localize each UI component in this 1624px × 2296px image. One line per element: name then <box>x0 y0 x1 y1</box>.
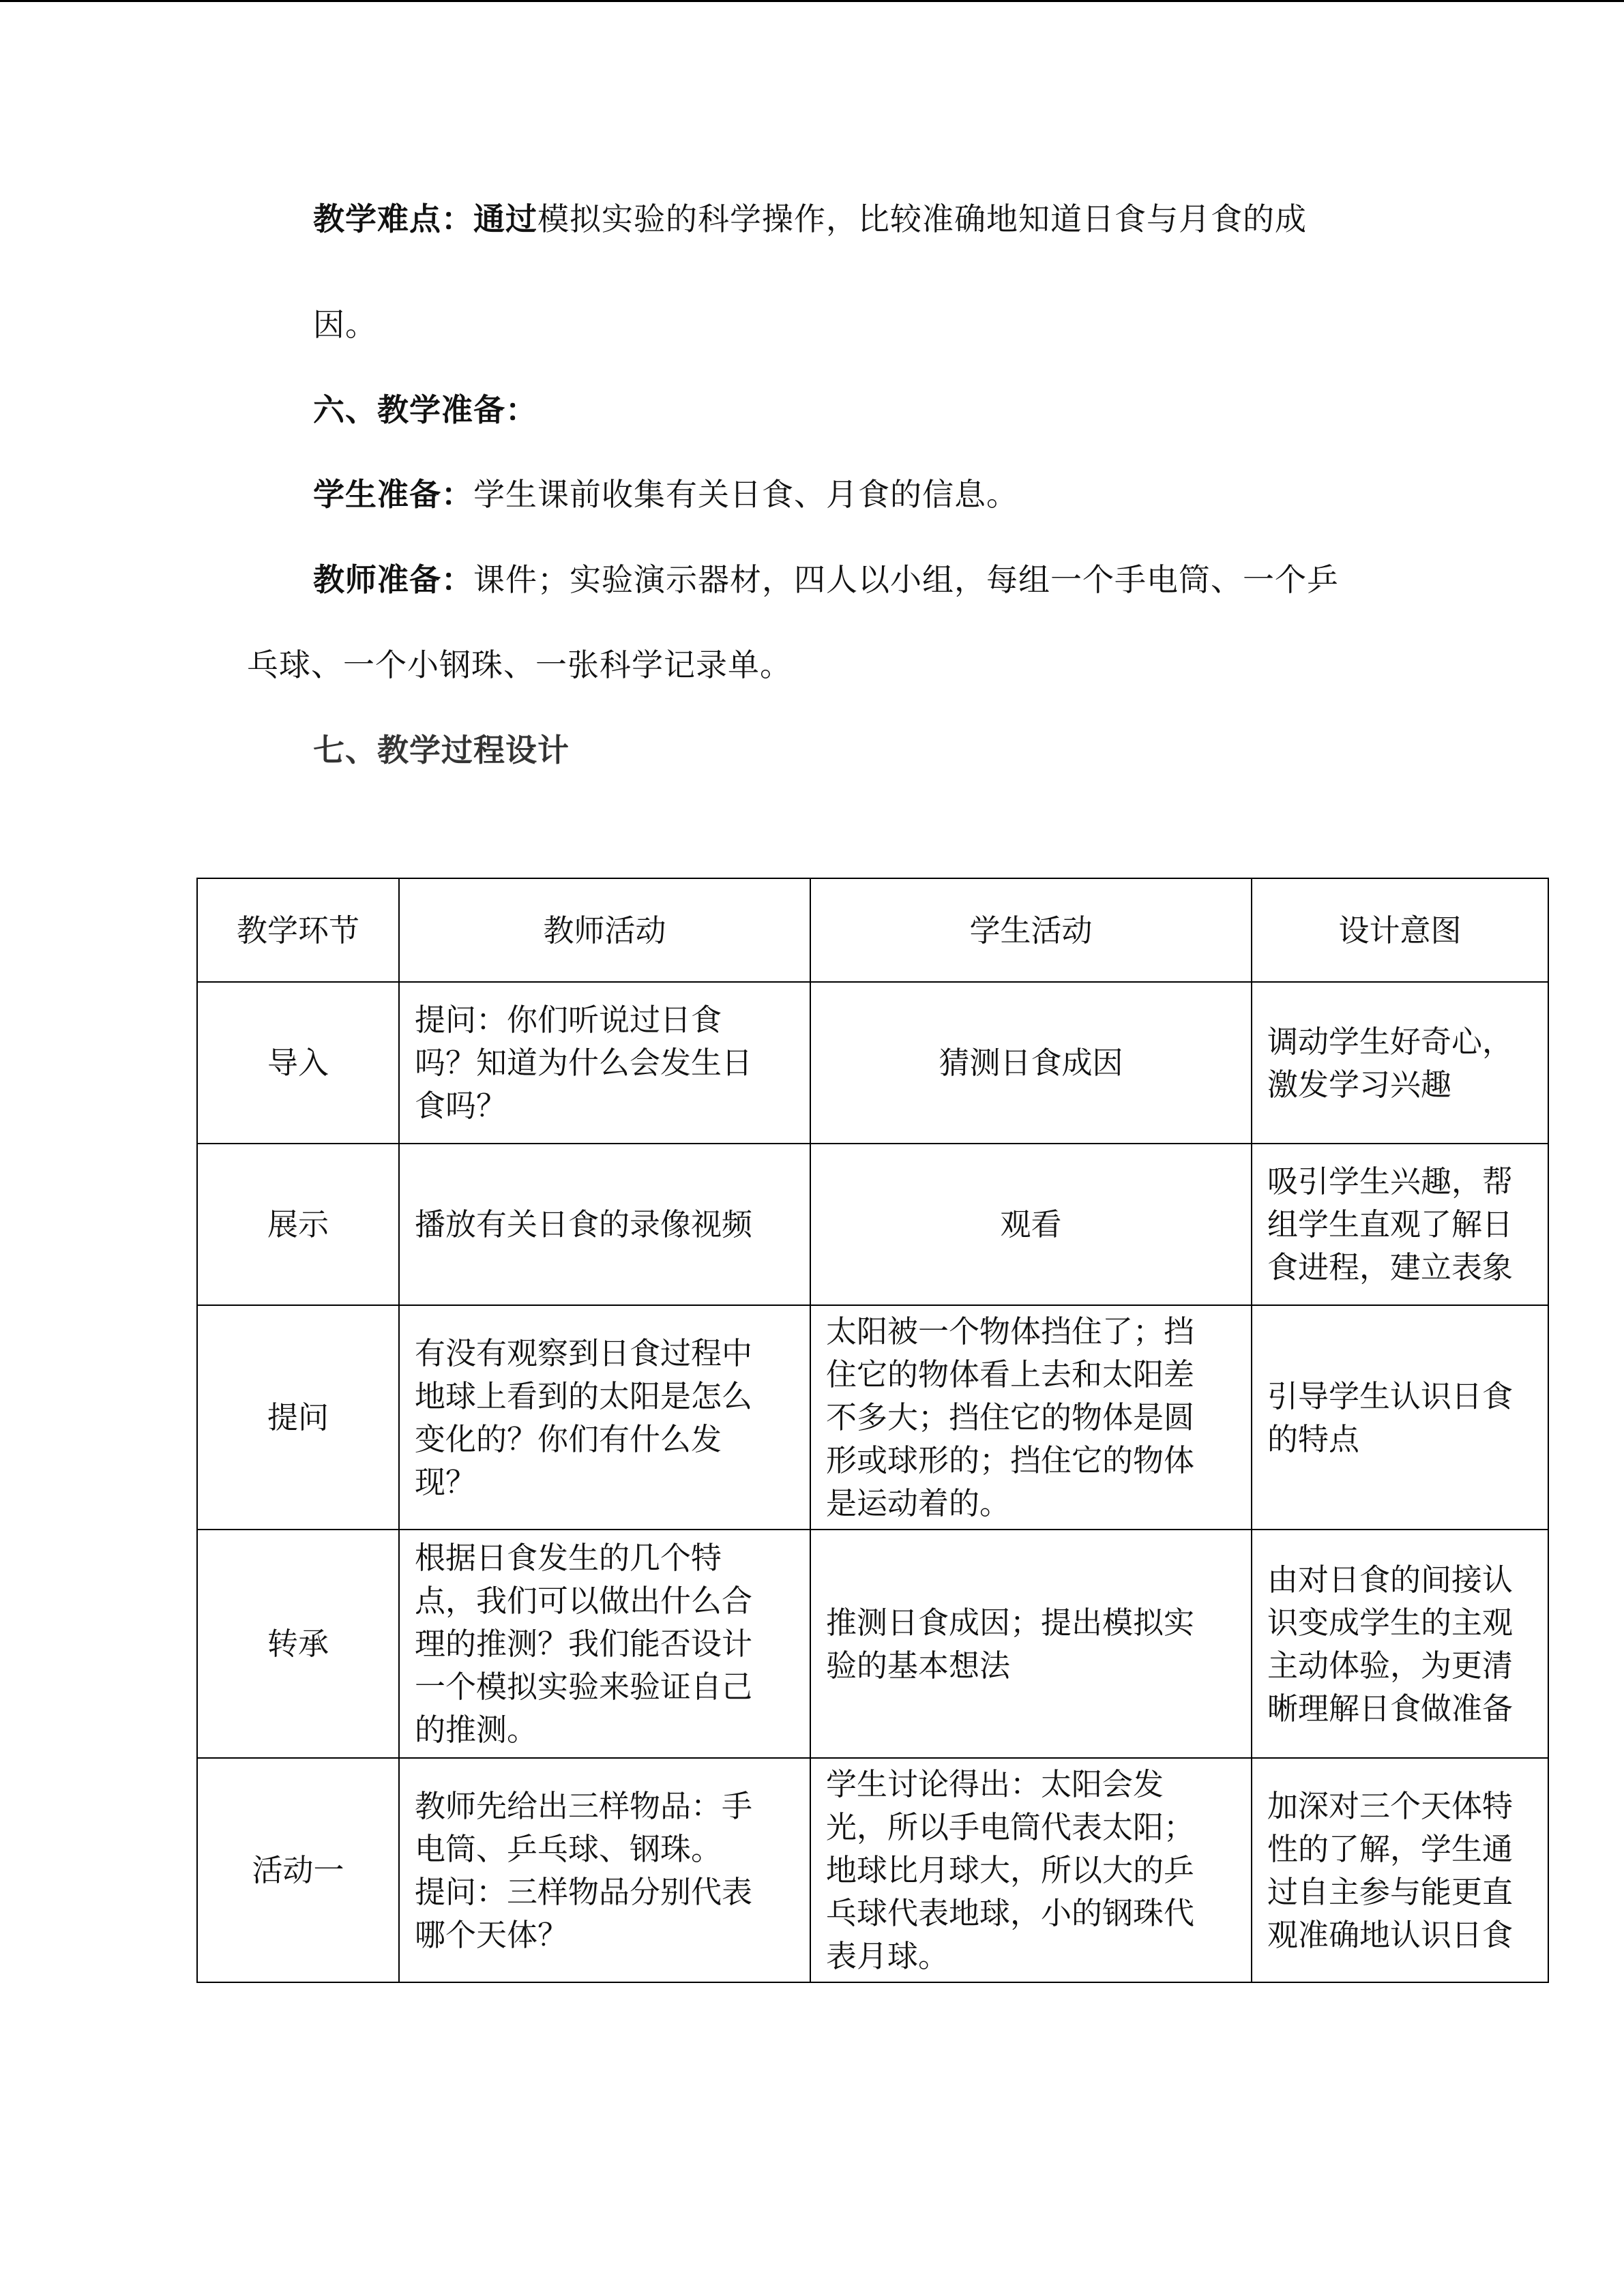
cell-line: 主动体验，为更清 <box>1267 1647 1514 1684</box>
teaching-process-table <box>196 878 1549 1983</box>
cell-line: 地球比月球大，所以大的乒 <box>826 1852 1195 1888</box>
cell-line: 验的基本想法 <box>826 1647 1011 1684</box>
header-student-activity: 学生活动 <box>810 878 1252 982</box>
stage-cell: 导入 <box>197 982 399 1144</box>
cell-line: 一个模拟实验来验证自己 <box>415 1669 753 1705</box>
teacher-prep-text-1: 课件；实验演示器材，四人以小组，每组一个手电筒、一个乒 <box>473 561 1339 598</box>
student-prep-text: 学生课前收集有关日食、月食的信息。 <box>473 476 1018 513</box>
teacher-prep-text-2: 乓球、一个小钢珠、一张科学记录单。 <box>247 646 792 683</box>
teacher-prep <box>313 559 1339 600</box>
cell-line: 学生讨论得出：太阳会发 <box>826 1766 1164 1802</box>
teacher-activity-cell <box>399 1144 810 1305</box>
cell-line: 过自主参与能更直 <box>1267 1873 1514 1910</box>
table-header-row <box>197 878 1548 982</box>
cell-line: 食吗？ <box>415 1088 507 1124</box>
stage-cell: 展示 <box>197 1144 399 1305</box>
cell-line: 根据日食发生的几个特 <box>415 1540 722 1576</box>
difficulty-text-1: 模拟实验的科学操作，比较准确地知道日食与月食的成 <box>537 200 1307 237</box>
design-intent-cell <box>1252 1144 1548 1305</box>
cell-line: 加深对三个天体特 <box>1267 1787 1514 1824</box>
student-activity-cell <box>810 1758 1252 1982</box>
header-design-intent: 设计意图 <box>1252 878 1548 982</box>
cell-line: 变化的？你们有什么发 <box>415 1420 722 1457</box>
cell-line: 的推测。 <box>415 1712 538 1748</box>
cell-line: 现？ <box>415 1463 477 1500</box>
cell-line: 晰理解日食做准备 <box>1267 1690 1514 1727</box>
stage-cell: 活动一 <box>197 1758 399 1982</box>
cell-line: 猜测日食成因 <box>939 1045 1123 1081</box>
cell-line: 理的推测？我们能否设计 <box>415 1626 753 1662</box>
cell-line: 地球上看到的太阳是怎么 <box>415 1377 753 1414</box>
difficulty-bold-lead: 通过 <box>473 200 537 237</box>
teacher-activity-cell <box>399 1758 810 1982</box>
difficulty-label: 教学难点： <box>313 200 473 237</box>
cell-line: 调动学生好奇心， <box>1267 1023 1514 1060</box>
teacher-activity-cell <box>399 982 810 1144</box>
cell-line: 不多大；挡住它的物体是圆 <box>826 1399 1195 1435</box>
cell-line: 提问：你们听说过日食 <box>415 1002 722 1038</box>
student-prep <box>313 474 1018 515</box>
table-row <box>197 1144 1548 1305</box>
section7-heading: 七、教学过程设计 <box>313 732 570 769</box>
cell-line: 的特点 <box>1267 1420 1360 1457</box>
cell-line: 观准确地认识日食 <box>1267 1916 1514 1953</box>
teacher-prep-label: 教师准备： <box>313 561 473 598</box>
design-intent-cell <box>1252 1530 1548 1758</box>
cell-line: 乓球代表地球，小的钢珠代 <box>826 1895 1195 1931</box>
student-prep-label: 学生准备： <box>313 476 473 513</box>
table-row <box>197 1305 1548 1530</box>
cell-line: 激发学习兴趣 <box>1267 1066 1452 1103</box>
header-stage: 教学环节 <box>197 878 399 982</box>
cell-line: 食进程，建立表象 <box>1267 1249 1514 1285</box>
cell-line: 识变成学生的主观 <box>1267 1604 1514 1641</box>
stage-cell: 提问 <box>197 1305 399 1530</box>
cell-line: 形或球形的；挡住它的物体 <box>826 1442 1195 1478</box>
cell-line: 有没有观察到日食过程中 <box>415 1335 753 1371</box>
cell-line: 观看 <box>1000 1206 1062 1242</box>
cell-line: 哪个天体？ <box>415 1916 569 1953</box>
table-row <box>197 1758 1548 1982</box>
cell-line: 引导学生认识日食 <box>1267 1377 1514 1414</box>
teacher-activity-cell <box>399 1530 810 1758</box>
cell-line: 教师先给出三样物品：手 <box>415 1787 753 1824</box>
cell-line: 光，所以手电筒代表太阳； <box>826 1809 1195 1845</box>
student-activity-cell <box>810 1144 1252 1305</box>
teacher-activity-cell <box>399 1305 810 1530</box>
student-activity-cell <box>810 982 1252 1144</box>
design-intent-cell <box>1252 982 1548 1144</box>
stage-cell: 转承 <box>197 1530 399 1758</box>
cell-line: 电筒、乒乓球、钢珠。 <box>415 1830 722 1867</box>
page-top-border <box>0 0 1624 2</box>
cell-line: 吗？知道为什么会发生日 <box>415 1045 753 1081</box>
design-intent-cell <box>1252 1758 1548 1982</box>
cell-line: 吸引学生兴趣，帮 <box>1267 1163 1514 1199</box>
cell-line: 点，我们可以做出什么合 <box>415 1583 753 1619</box>
cell-line: 太阳被一个物体挡住了；挡 <box>826 1313 1195 1350</box>
cell-line: 住它的物体看上去和太阳差 <box>826 1356 1195 1392</box>
student-activity-cell <box>810 1530 1252 1758</box>
difficulty-text-2: 因。 <box>313 306 377 343</box>
cell-line: 由对日食的间接认 <box>1267 1561 1514 1598</box>
header-teacher-activity: 教师活动 <box>399 878 810 982</box>
design-intent-cell <box>1252 1305 1548 1530</box>
cell-line: 组学生直观了解日 <box>1267 1206 1514 1242</box>
difficulty-line-1 <box>313 198 1307 239</box>
table-row <box>197 1530 1548 1758</box>
cell-line: 提问：三样物品分别代表 <box>415 1873 753 1910</box>
cell-line: 推测日食成因；提出模拟实 <box>826 1604 1195 1641</box>
cell-line: 性的了解，学生通 <box>1267 1830 1514 1867</box>
cell-line: 表月球。 <box>826 1938 949 1974</box>
cell-line: 播放有关日食的录像视频 <box>415 1206 753 1242</box>
section6-heading: 六、教学准备： <box>313 391 537 428</box>
cell-line: 是运动着的。 <box>826 1485 1011 1521</box>
table-row <box>197 982 1548 1144</box>
student-activity-cell <box>810 1305 1252 1530</box>
